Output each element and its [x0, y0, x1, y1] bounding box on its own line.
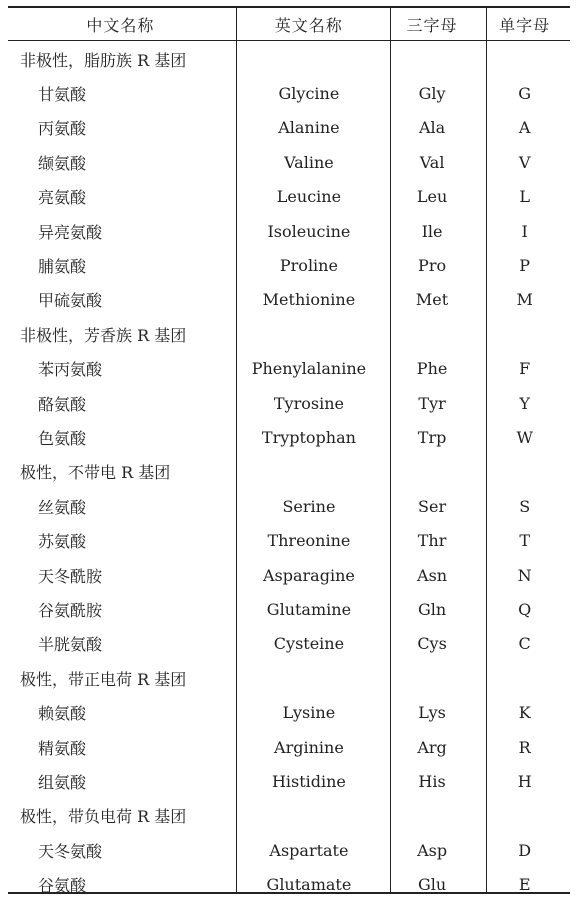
table-row [8, 248, 570, 282]
table-row [8, 489, 570, 523]
english-name-cell: Tyrosine [273, 393, 344, 413]
three-letter-cell: Phe [416, 359, 448, 379]
table-row [8, 283, 570, 317]
english-name-cell: Lysine [282, 703, 336, 723]
three-letter-cell: His [418, 771, 446, 791]
group-header-row [8, 317, 570, 351]
group-label: 非极性，脂肪族 R 基团 [20, 50, 187, 70]
chinese-name-cell: 脯氨酸 [38, 257, 87, 277]
three-letter-cell: Trp [417, 427, 447, 447]
chinese-name-cell: 天冬酰胺 [38, 566, 103, 586]
table-row [8, 764, 570, 798]
one-letter-cell: G [518, 84, 532, 104]
header-one-letter: 单字母 [499, 15, 551, 35]
english-name-cell: Histidine [271, 771, 346, 791]
group-header-row [8, 455, 570, 489]
one-letter-cell: D [518, 840, 532, 860]
group-label: 极性，带正电荷 R 基团 [20, 669, 187, 689]
one-letter-cell: Q [518, 599, 532, 619]
three-letter-cell: Glu [417, 875, 447, 895]
chinese-name-cell: 酪氨酸 [38, 394, 87, 414]
table-row [8, 145, 570, 179]
chinese-name-cell: 谷氨酸 [38, 876, 87, 896]
english-name-cell: Glycine [278, 84, 340, 104]
chinese-name-cell: 亮氨酸 [38, 188, 87, 208]
one-letter-cell: A [518, 118, 531, 138]
english-name-cell: Proline [279, 256, 338, 276]
one-letter-cell: E [518, 875, 531, 895]
english-name-cell: Alanine [278, 118, 340, 138]
one-letter-cell: S [519, 496, 531, 516]
chinese-name-cell: 丙氨酸 [38, 119, 87, 139]
chinese-name-cell: 半胱氨酸 [38, 635, 103, 655]
table-header [8, 8, 570, 40]
one-letter-cell: V [518, 152, 531, 172]
one-letter-cell: Y [519, 393, 530, 413]
three-letter-cell: Gly [418, 84, 446, 104]
one-letter-cell: I [521, 221, 528, 241]
group-header-row [8, 661, 570, 695]
english-name-cell: Cysteine [273, 634, 345, 654]
header-english-name: 英文名称 [274, 15, 343, 35]
english-name-cell: Leucine [276, 187, 342, 207]
table-row [8, 730, 570, 764]
table-row [8, 76, 570, 110]
english-name-cell: Phenylalanine [251, 359, 367, 379]
one-letter-cell: K [518, 703, 531, 723]
table-row [8, 867, 570, 901]
english-name-cell: Asparagine [262, 565, 355, 585]
three-letter-cell: Tyr [418, 393, 446, 413]
three-letter-cell: Ile [421, 221, 443, 241]
english-name-cell: Isoleucine [267, 221, 351, 241]
english-name-cell: Threonine [267, 531, 351, 551]
group-header-row [8, 42, 570, 76]
one-letter-cell: L [519, 187, 530, 207]
three-letter-cell: Asn [417, 565, 448, 585]
table-row [8, 592, 570, 626]
one-letter-cell: M [516, 290, 533, 310]
table-row [8, 558, 570, 592]
table-body [8, 42, 570, 902]
chinese-name-cell: 苏氨酸 [38, 532, 87, 552]
table-row [8, 833, 570, 867]
chinese-name-cell: 精氨酸 [38, 738, 87, 758]
header-three-letter: 三字母 [406, 15, 458, 35]
one-letter-cell: T [519, 531, 531, 551]
three-letter-cell: Ala [418, 118, 446, 138]
table-row [8, 420, 570, 454]
english-name-cell: Arginine [274, 737, 344, 757]
table-row [8, 352, 570, 386]
english-name-cell: Serine [282, 496, 336, 516]
table-row [8, 523, 570, 557]
one-letter-cell: H [517, 771, 532, 791]
english-name-cell: Glutamine [266, 599, 352, 619]
chinese-name-cell: 甘氨酸 [38, 85, 87, 105]
three-letter-cell: Ser [418, 496, 447, 516]
table-row [8, 627, 570, 661]
chinese-name-cell: 异亮氨酸 [38, 222, 103, 242]
chinese-name-cell: 丝氨酸 [38, 497, 87, 517]
one-letter-cell: W [516, 427, 533, 447]
group-label: 非极性，芳香族 R 基团 [20, 325, 187, 345]
chinese-name-cell: 缬氨酸 [38, 153, 87, 173]
three-letter-cell: Lys [418, 703, 446, 723]
chinese-name-cell: 色氨酸 [38, 428, 87, 448]
three-letter-cell: Asp [417, 840, 448, 860]
group-header-row [8, 799, 570, 833]
chinese-name-cell: 天冬氨酸 [38, 841, 103, 861]
three-letter-cell: Val [419, 152, 445, 172]
table-row [8, 180, 570, 214]
group-label: 极性，不带电 R 基团 [20, 463, 171, 483]
table-row [8, 386, 570, 420]
chinese-name-cell: 苯丙氨酸 [38, 360, 103, 380]
one-letter-cell: R [518, 737, 531, 757]
english-name-cell: Valine [284, 152, 334, 172]
table-row [8, 214, 570, 248]
english-name-cell: Methionine [262, 290, 356, 310]
three-letter-cell: Thr [417, 531, 447, 551]
english-name-cell: Tryptophan [261, 427, 356, 447]
chinese-name-cell: 谷氨酰胺 [38, 600, 103, 620]
one-letter-cell: N [517, 565, 532, 585]
table-row [8, 111, 570, 145]
three-letter-cell: Cys [417, 634, 447, 654]
table-row [8, 695, 570, 729]
group-label: 极性，带负电荷 R 基团 [20, 807, 187, 827]
english-name-cell: Glutamate [266, 875, 352, 895]
three-letter-cell: Leu [416, 187, 448, 207]
three-letter-cell: Pro [418, 256, 447, 276]
chinese-name-cell: 甲硫氨酸 [38, 291, 103, 311]
one-letter-cell: P [519, 256, 531, 276]
chinese-name-cell: 赖氨酸 [38, 704, 87, 724]
three-letter-cell: Met [415, 290, 449, 310]
english-name-cell: Aspartate [269, 840, 349, 860]
header-chinese-name: 中文名称 [86, 15, 155, 35]
one-letter-cell: F [519, 359, 531, 379]
one-letter-cell: C [518, 634, 531, 654]
three-letter-cell: Gln [417, 599, 447, 619]
three-letter-cell: Arg [417, 737, 447, 757]
chinese-name-cell: 组氨酸 [38, 772, 87, 792]
